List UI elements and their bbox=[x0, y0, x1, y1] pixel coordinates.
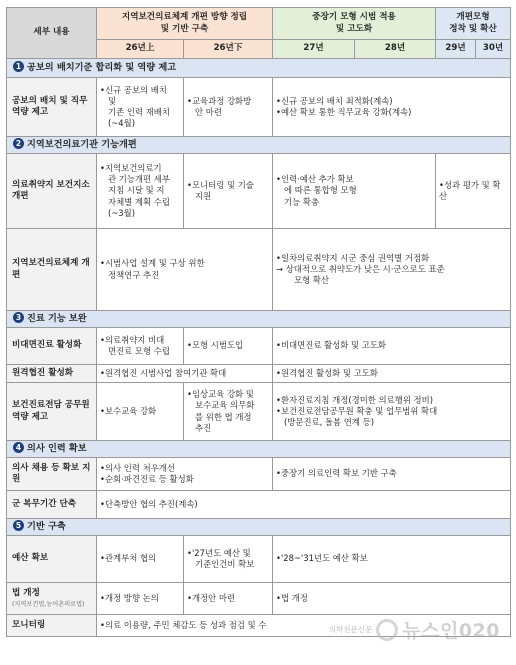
r4-c2-line: •모형 시범도입 bbox=[187, 340, 244, 351]
r10-c2-line: •개정안 마련 bbox=[187, 592, 236, 603]
r4-c1-line: 면진료 모형 수립 bbox=[108, 346, 170, 356]
r2-c3-line: 에 따른 통합형 모형 bbox=[284, 185, 357, 196]
r1-c1 bbox=[97, 78, 184, 137]
r5-c3-line: •원격협진 활성화 및 고도화 bbox=[276, 367, 378, 378]
r6-c2-line: •임상교육 강화 및 bbox=[187, 389, 254, 400]
r9-c3-line: •'28~'31년도 예산 확보 bbox=[276, 553, 368, 564]
section-5-title: 기반 구축 bbox=[27, 521, 66, 533]
r1-c1-line: •신규 공보의 배치 bbox=[100, 84, 167, 95]
roadmap-table bbox=[6, 7, 511, 637]
r9-c2-line: 기준인건비 확보 bbox=[195, 559, 255, 569]
row-label-officer-placement: 공보의 배치 및 직무역량 제고 bbox=[7, 78, 97, 137]
r1-c1-line: 및 bbox=[108, 95, 117, 106]
row-label-health-care-officer: 보건진료전담 공무원 역량 제고 bbox=[7, 383, 97, 441]
r5-c3 bbox=[273, 365, 511, 383]
r10-c2 bbox=[184, 583, 273, 615]
r4-c1-line: •의료취약지 비대 bbox=[100, 334, 165, 345]
news-watermark bbox=[329, 616, 500, 643]
year-26-first-half: 26년上 bbox=[97, 40, 184, 59]
phase-2-line-2: 및 고도화 bbox=[335, 23, 373, 34]
r2-c4 bbox=[436, 154, 511, 229]
r1-c2-line: 안 마련 bbox=[195, 107, 222, 117]
r4-c3 bbox=[273, 328, 511, 365]
r7-c1-line: •의사 인력 처우개선 bbox=[100, 462, 175, 473]
section-5-header bbox=[7, 519, 511, 536]
r8-c1-line: •단축방안 협의 추진(계속) bbox=[100, 498, 198, 509]
r6-c3 bbox=[273, 383, 511, 441]
watermark-caption: 의학전문신문 bbox=[328, 625, 373, 634]
phase-1-line-2: 및 기반 구축 bbox=[160, 23, 209, 34]
section-3-title: 진료 기능 보완 bbox=[27, 313, 87, 325]
r3-c3-line: 모형 확산 bbox=[294, 275, 330, 286]
r9-c1 bbox=[97, 536, 184, 583]
phase-1-line-1: 지역보건의료체계 개편 방향 정립 bbox=[121, 12, 248, 23]
r6-c2-line: 보수교육 의무화 bbox=[195, 400, 255, 411]
row-label-health-subcenter: 의료취약지 보건지소 개편 bbox=[7, 154, 97, 229]
r3-c1 bbox=[97, 229, 273, 311]
section-1-number: 1 bbox=[13, 61, 24, 72]
phase-2-line-1: 중장기 모형 시범 적용 bbox=[312, 12, 396, 23]
r4-c3-line: •비대면진료 활성화 및 고도화 bbox=[276, 340, 387, 351]
r6-c2 bbox=[184, 383, 273, 441]
year-27: 27년 bbox=[273, 40, 355, 59]
r6-c1-line: •보수교육 강화 bbox=[100, 405, 157, 416]
r1-c2 bbox=[184, 78, 273, 137]
r6-c3-line: (방문진료, 돌봄 연계 등) bbox=[284, 417, 375, 428]
r10-c3 bbox=[273, 583, 511, 615]
watermark-ring-icon bbox=[376, 619, 398, 641]
section-4-header bbox=[7, 441, 511, 458]
row-label-monitoring: 모니터링 bbox=[7, 615, 97, 637]
r6-c3-line: •환자진료지침 개정(경미한 의료행위 정비) bbox=[276, 394, 434, 405]
r6-c1 bbox=[97, 383, 184, 441]
r3-c1-line: 정책연구 추진 bbox=[108, 269, 160, 280]
row-label-telemedicine: 비대면진료 활성화 bbox=[7, 328, 97, 365]
r10-c3-line: •법 개정 bbox=[276, 592, 308, 603]
r2-c3-line: 기능 확충 bbox=[284, 196, 320, 207]
law-revision-label: 법 개정 bbox=[12, 588, 40, 599]
r2-c2-line: •모니터링 및 기술 bbox=[187, 179, 254, 190]
year-26-second-half: 26년下 bbox=[184, 40, 273, 59]
r3-c3 bbox=[273, 229, 511, 311]
r7-c1-line: •순회·파견진료 등 활성화 bbox=[100, 474, 194, 484]
r9-c2 bbox=[184, 536, 273, 583]
r6-c2-line: 추진 bbox=[195, 422, 212, 433]
r3-c3-line: •일차의료취약지 시군 중심 권역별 거점화 bbox=[276, 252, 430, 263]
r7-c3 bbox=[273, 458, 511, 491]
r3-c1-line: •시범사업 설계 및 구상 위한 bbox=[100, 258, 205, 269]
year-29: 29년 bbox=[436, 40, 476, 59]
row-label-doctor-recruit: 의사 채용 등 확보 지원 bbox=[7, 458, 97, 491]
r2-c1 bbox=[97, 154, 184, 229]
r1-c3 bbox=[273, 78, 511, 137]
row-label-budget: 예산 확보 bbox=[7, 536, 97, 583]
header-detail-label: 세부 내용 bbox=[7, 8, 97, 59]
r10-c1 bbox=[97, 583, 184, 615]
r2-c1-line: 관 기능개편 세부 bbox=[108, 174, 170, 185]
r7-c3-line: •중장기 의료인력 확보 기반 구축 bbox=[276, 468, 397, 479]
law-revision-sub: (지역보건법,농어촌의료법) bbox=[12, 600, 85, 608]
r7-c1 bbox=[97, 458, 273, 491]
r3-c3-line: → 상대적으로 취약도가 낮은 시·군으로도 표준 bbox=[276, 263, 445, 274]
r6-c3-line: •보건진료전담공무원 확충 및 업무범위 확대 bbox=[276, 405, 438, 416]
r4-c2 bbox=[184, 328, 273, 365]
r5-c1-line: •원격협진 시범사업 참여기관 확대 bbox=[100, 367, 227, 378]
r10-c1-line: •개정 방향 논의 bbox=[100, 592, 159, 603]
header-phase-3 bbox=[436, 8, 511, 40]
r2-c1-line: •지역보건의료기 bbox=[100, 163, 162, 174]
r8-c1 bbox=[97, 491, 511, 519]
r1-c1-line: (~4월) bbox=[108, 118, 135, 129]
r5-c1 bbox=[97, 365, 273, 383]
r1-c3-line: •예산 확보 통한 직무교육 강화(계속) bbox=[276, 107, 412, 117]
r2-c3 bbox=[273, 154, 436, 229]
r4-c1 bbox=[97, 328, 184, 365]
r1-c3-line: •신규 공보의 배치 최적화(계속) bbox=[276, 95, 393, 106]
year-28: 28년 bbox=[355, 40, 436, 59]
r1-c2-line: •교육과정 강화방 bbox=[187, 95, 252, 106]
section-2-title: 지역보건의료기관 기능개편 bbox=[27, 139, 137, 151]
r6-c2-line: 를 위한 법 개정 bbox=[195, 411, 252, 422]
section-3-number: 3 bbox=[13, 312, 24, 323]
phase-3-line-2: 정착 및 확산 bbox=[449, 23, 497, 34]
phase-3-line-1: 개편모형 bbox=[456, 12, 490, 23]
section-5-number: 5 bbox=[13, 520, 24, 531]
r2-c1-line: 자체별 계획 수립 bbox=[108, 196, 170, 207]
r9-c2-line: •'27년도 예산 및 bbox=[187, 547, 251, 558]
section-1-header bbox=[7, 59, 511, 78]
header-phase-2 bbox=[273, 8, 436, 40]
r9-c3 bbox=[273, 536, 511, 583]
section-2-number: 2 bbox=[13, 138, 24, 149]
r2-c3-line: •인력·예산 추가 확보 bbox=[276, 174, 354, 185]
r1-c1-line: 기존 인력 재배치 bbox=[108, 107, 170, 117]
r2-c1-line: (~3월) bbox=[108, 207, 135, 218]
r2-c4-line: •성과 평가 및 확산 bbox=[439, 179, 501, 201]
row-label-law-revision bbox=[7, 583, 97, 615]
section-4-title: 의사 인력 확보 bbox=[27, 443, 87, 455]
section-4-number: 4 bbox=[13, 442, 24, 453]
row-label-remote-consult: 원격협진 활성화 bbox=[7, 365, 97, 383]
r2-c1-line: 지침 시달 및 지 bbox=[108, 185, 165, 196]
section-2-header bbox=[7, 137, 511, 154]
r9-c1-line: •관계부처 협의 bbox=[100, 553, 157, 564]
section-1-title: 공보의 배치기준 합리화 및 역량 제고 bbox=[27, 62, 177, 74]
header-phase-1 bbox=[97, 8, 273, 40]
watermark-logo: 뉴스인020 bbox=[402, 620, 500, 642]
section-3-header bbox=[7, 311, 511, 328]
r2-c2-line: 지원 bbox=[195, 191, 212, 201]
year-30: 30년 bbox=[476, 40, 511, 59]
row-label-regional-system: 지역보건의료체계 개편 bbox=[7, 229, 97, 311]
r2-c2 bbox=[184, 154, 273, 229]
row-label-military-service: 군 복무기간 단축 bbox=[7, 491, 97, 519]
r11-c1-line: •의료 이용량, 주민 체감도 등 성과 점검 및 수 bbox=[100, 619, 267, 630]
